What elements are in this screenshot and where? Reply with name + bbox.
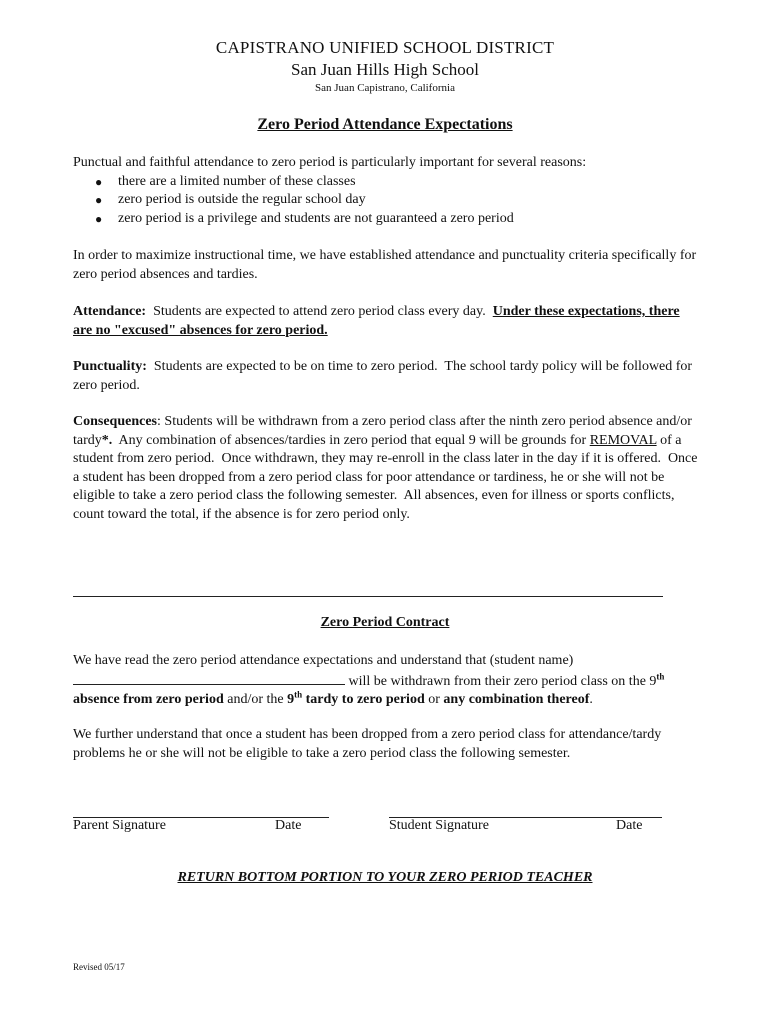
contract-sup-2: th bbox=[294, 689, 303, 700]
contract-title: Zero Period Contract bbox=[320, 615, 450, 630]
page-title: Zero Period Attendance Expectations bbox=[257, 116, 513, 133]
punctuality-label: Punctuality: bbox=[73, 359, 147, 374]
reasons-list bbox=[73, 173, 698, 229]
contract-text-c: and/or the bbox=[223, 692, 288, 707]
punctuality-text: Students are expected to be on time to zero period. The school tardy policy will be followed for zero period. bbox=[73, 359, 696, 393]
list-item bbox=[73, 191, 698, 210]
instruction-paragraph: In order to maximize instructional time, we have established attendance and punctuality criteria specifically for zero period absences and tardies. bbox=[73, 248, 697, 282]
consequences-text-3: of a student from zero period. Once withdrawn, they may re-enroll in the class later in the day if it is offered. Once a student has been dropped from a zero period class for poor attendance or tardiness, he or she will not be eligible to take a zero period class the following semester. All absences, even for illness or sports conflicts, count toward the total, if the absence is for zero period only. bbox=[73, 432, 701, 522]
contract-text-e: . bbox=[589, 692, 593, 707]
contract-bold-9: 9 bbox=[287, 692, 295, 707]
parent-signature-label: Parent Signature bbox=[73, 818, 166, 833]
consequences-label: Consequences bbox=[73, 414, 158, 429]
contract-sup-1: th bbox=[656, 670, 665, 681]
intro-lead: Punctual and faithful attendance to zero period is particularly important for several reasons: bbox=[73, 155, 587, 170]
bullet-icon: ● bbox=[95, 193, 103, 207]
revision-date: Revised 05/17 bbox=[73, 962, 125, 972]
contract-text-b: will be withdrawn from their zero period class on the 9 bbox=[345, 673, 657, 689]
contract-text-a: We have read the zero period attendance expectations and understand that (student name) bbox=[73, 653, 574, 668]
contract-bold-tardy: tardy to zero period bbox=[302, 692, 425, 707]
punctuality-paragraph bbox=[73, 358, 698, 395]
bullet-icon: ● bbox=[95, 174, 103, 189]
attendance-emphasis: Under these expectations, there are no "excused" absences for zero period. bbox=[73, 304, 680, 338]
attendance-paragraph bbox=[73, 303, 698, 340]
parent-date-label: Date bbox=[275, 818, 302, 833]
school-name: San Juan Hills High School bbox=[291, 60, 479, 79]
list-item bbox=[73, 173, 698, 192]
consequences-text-2: Any combination of absences/tardies in zero period that equal 9 will be grounds for bbox=[112, 432, 590, 448]
contract-paragraph-2: We further understand that once a student has been dropped from a zero period class for attendance/tardy problems he or she will not be eligible to take a zero period class the following semester. bbox=[73, 727, 662, 761]
school-location: San Juan Capistrano, California bbox=[315, 82, 455, 94]
intro-section bbox=[73, 154, 698, 228]
contract-text-d: or bbox=[424, 692, 444, 707]
removal-word: REMOVAL bbox=[589, 432, 657, 448]
return-instruction: RETURN BOTTOM PORTION TO YOUR ZERO PERIOD TEACHER bbox=[177, 870, 593, 885]
reason-text: zero period is outside the regular school day bbox=[118, 192, 366, 207]
list-item bbox=[73, 210, 698, 229]
student-signature-label: Student Signature bbox=[389, 818, 489, 833]
student-date-label: Date bbox=[616, 818, 643, 833]
bullet-icon: ● bbox=[95, 211, 103, 226]
attendance-label: Attendance: bbox=[73, 304, 147, 319]
district-name: CAPISTRANO UNIFIED SCHOOL DISTRICT bbox=[215, 38, 555, 57]
student-name-field[interactable] bbox=[73, 671, 345, 685]
reason-text: there are a limited number of these classes bbox=[118, 173, 356, 189]
reason-text: zero period is a privilege and students are not guaranteed a zero period bbox=[118, 210, 514, 226]
attendance-text: Students are expected to attend zero period class every day. bbox=[146, 304, 493, 319]
contract-bold-combination: any combination thereof bbox=[443, 692, 590, 707]
contract-bold-absence: absence from zero period bbox=[73, 692, 224, 707]
contract-paragraph-1 bbox=[73, 652, 698, 710]
consequences-paragraph bbox=[73, 413, 701, 524]
consequences-star: *. bbox=[101, 432, 113, 448]
cut-line-divider bbox=[73, 596, 663, 597]
consequences-text-1: : Students will be withdrawn from a zero period class after the ninth zero period absence and/or tardy bbox=[73, 414, 692, 448]
